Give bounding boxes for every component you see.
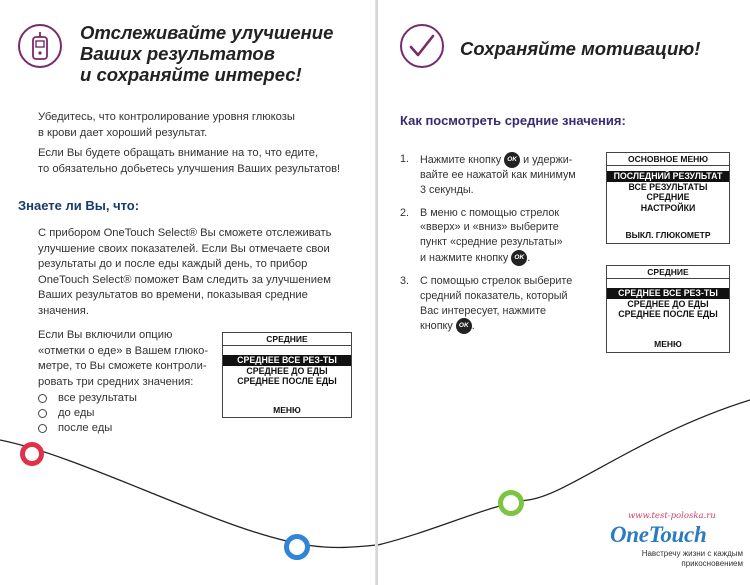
onetouch-logo: OneTouch [610, 522, 707, 547]
step-text: и удержи- [523, 153, 573, 166]
ok-button-icon: OK [504, 152, 520, 168]
screen-bottom-label: МЕНЮ [654, 339, 682, 349]
text-line: Убедитесь, что контролирование уровня глюкозы [38, 111, 295, 123]
text-line: результаты до и после еды каждый день, то прибор [38, 258, 308, 270]
text-line: то обязательно добьетесь улучшения Ваших результатов! [38, 162, 341, 175]
step-text: Нажмите кнопку [420, 153, 502, 166]
screen-title: СРЕДНИЕ [223, 333, 351, 346]
tagline-line: прикосновением [681, 558, 743, 568]
screen-item: СРЕДНЕЕ ПОСЛЕ ЕДЫ [237, 376, 337, 386]
text-line: Если Вы включили опцию [38, 329, 173, 341]
step-text: С помощью стрелок выберите [420, 274, 573, 287]
list-item-label: все результаты [58, 392, 137, 404]
text-line: значения. [38, 304, 89, 317]
know-subheading: Знаете ли Вы, что: [18, 198, 140, 213]
step-text: В меню с помощью стрелок [420, 206, 560, 219]
step-text: 3 секунды. [420, 183, 474, 196]
screen-title: СРЕДНИЕ [607, 266, 729, 279]
step-item [400, 152, 600, 198]
screen-item: СРЕДНЕЕ ПОСЛЕ ЕДЫ [618, 309, 718, 319]
know-paragraph [38, 226, 373, 319]
ok-button-icon: OK [456, 318, 472, 334]
ok-button-icon: OK [511, 250, 527, 266]
text-line: метре, то Вы сможете контроли- [38, 360, 207, 372]
text-line: «отметки о еде» в Вашем глюко- [38, 344, 209, 357]
right-page [378, 0, 750, 585]
text-line: Если Вы будете обращать внимание на то, что едите, [38, 147, 319, 159]
screen-item-selected: СРЕДНЕЕ ВСЕ РЕЗ-ТЫ [223, 355, 351, 366]
tagline-line: Навстречу жизни с каждым [641, 549, 743, 558]
step-number: 2. [400, 206, 410, 219]
step-text: пункт «средние результаты» [420, 236, 563, 249]
text-line: Ваших результатов во времени, показывая средние [38, 289, 308, 301]
screen-item: СРЕДНЕЕ ДО ЕДЫ [627, 298, 709, 309]
glucose-meter-icon [18, 24, 62, 68]
checkmark-icon [400, 24, 444, 68]
option-paragraph [38, 328, 218, 390]
text-line: улучшение своих показателей. Если Вы отмечаете свои [38, 242, 330, 255]
screen-item: ВСЕ РЕЗУЛЬТАТЫ [628, 181, 708, 192]
step-number: 1. [400, 153, 410, 165]
step-text: вайте ее нажатой как минимум [420, 169, 576, 181]
step-item: 3. С помощью стрелок выберите средний показатель, который Вас интересует, нажмите кнопку OK . [400, 274, 600, 334]
screen-bottom-label: МЕНЮ [273, 405, 301, 415]
screen-item: НАСТРОЙКИ [640, 202, 696, 213]
step-text: кнопку [420, 320, 453, 333]
text-line: С прибором OneTouch Select® Вы сможете отслеживать [38, 227, 332, 239]
screen-item: СРЕДНЕЕ ДО ЕДЫ [246, 365, 328, 376]
website-link[interactable]: www.test-poloska.ru [628, 511, 716, 521]
title-line: Отслеживайте улучшение [80, 22, 334, 43]
step-text: и нажмите кнопку [420, 251, 509, 264]
step-text: Вас интересует, нажмите [420, 304, 546, 317]
title-line: и сохраняйте интерес! [80, 64, 302, 85]
intro-paragraph [38, 110, 368, 141]
screen-item-selected: СРЕДНЕЕ ВСЕ РЕЗ-ТЫ [607, 288, 729, 299]
text-line: OneTouch Select® поможет Вам следить за улучшением [38, 273, 331, 286]
screen-title: ОСНОВНОЕ МЕНЮ [607, 153, 729, 166]
meter-screen-averages [606, 265, 730, 353]
meter-screen-main-menu [606, 152, 730, 244]
steps-list [400, 152, 600, 342]
step-number: 3. [400, 274, 410, 287]
step-text: средний показатель, который [420, 289, 568, 302]
step-item: 2. В меню с помощью стрелок «вверх» и «вниз» выберите пункт «средние результаты» и нажмите кнопку OK . [400, 206, 600, 266]
green-ring-dot [498, 490, 524, 516]
how-to-subheading: Как посмотреть средние значения: [400, 113, 626, 128]
text-line: в крови дает хороший результат. [38, 126, 208, 139]
red-ring-dot [20, 442, 44, 466]
step-text: «вверх» и «вниз» выберите [420, 221, 559, 234]
screen-item-selected: ПОСЛЕДНИЙ РЕЗУЛЬТАТ [607, 171, 729, 182]
brand-tagline [623, 549, 743, 568]
food-paragraph [38, 146, 373, 177]
page-title-right: Сохраняйте мотивацию! [460, 38, 701, 59]
text-line: ровать три средних значения: [38, 375, 194, 388]
list-item-label: до еды [58, 407, 95, 419]
screen-item: СРЕДНИЕ [646, 192, 690, 202]
blue-ring-dot [284, 534, 310, 560]
list-item-label: после еды [58, 422, 113, 434]
title-line: Ваших результатов [80, 43, 275, 64]
decorative-curve [0, 400, 376, 585]
screen-bottom-label: ВЫКЛ. ГЛЮКОМЕТР [625, 230, 711, 240]
page-title-left [80, 22, 370, 85]
